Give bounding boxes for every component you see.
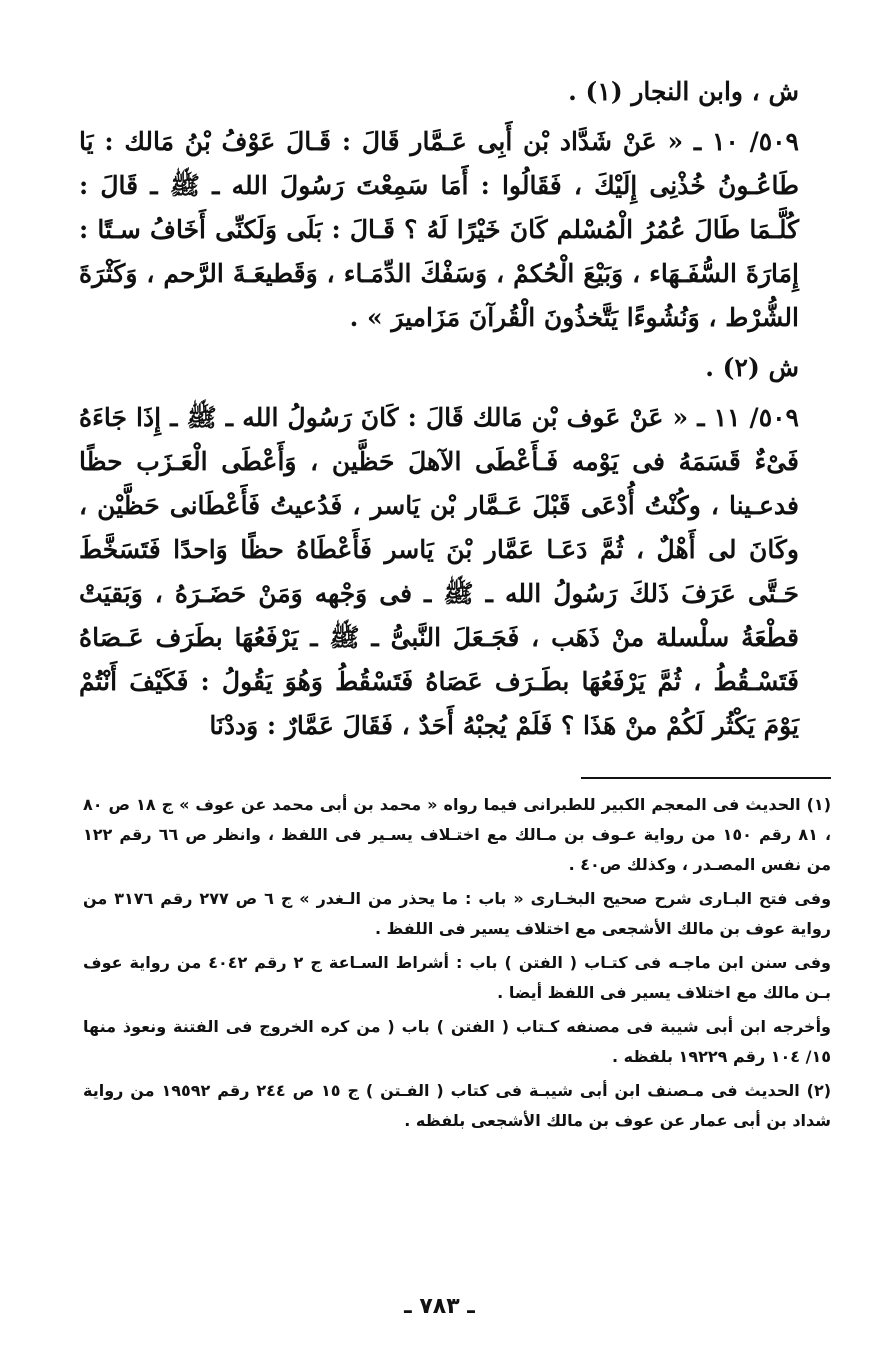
footnote-2: (٢) الحديث فى مـصنف ابن أبى شيبـة فى كتاب ( الفـتن ) ج ١٥ ص ٢٤٤ رقم ١٩٥٩٢ من رواية شداد بن أبى عمار عن عوف بن مالك الأشجعى بلفظه . <box>83 1081 832 1130</box>
page-number: ـ ٧٨٣ ـ <box>404 1294 475 1319</box>
footnote-1-ibn-majah: وفى سنن ابن ماجـه فى كتـاب ( الفتن ) باب : أشراط السـاعة ج ٢ رقم ٤٠٤٢ من رواية عوف بـن مالك مع اختلاف يسير فى اللفظ أيضا . <box>83 953 831 1002</box>
main-text-block <box>79 70 799 754</box>
continuation-line: ش ، وابن النجار (١) . <box>568 77 799 106</box>
hadith-paragraph-10: ٥٠٩/ ١٠ ـ « عَنْ شَدَّاد بْن أَبِى عَـمَّار قَالَ : قَـالَ عَوْفُ بْنُ مَالك : يَا طَاعُـونُ خُذْنِى إِلَيْكَ ، فَقَالُوا : أَمَا سَمِعْتَ رَسُولَ الله ـ ﷺ ـ قَالَ : كُلَّـمَا طَالَ عُمُرُ الْمُسْلم كَانَ خَيْرًا لَهُ ؟ قَـالَ : بَلَى وَلَكنِّى أَخَافُ سـتًا : إِمَارَةَ السُّفَـهَاء ، وَبَيْعَ الْحُكمْ ، وَسَفْكَ الدِّمَـاء ، وَقَطيعَـةَ الرَّحم ، وَكَثْرَةَ الشُّرْط ، وَنُشُوءًا يَتَّخذُونَ الْقُرآنَ مَزَاميرَ » . <box>79 127 799 332</box>
footnote-1-ibn-abi-shaybah: وأخرجه ابن أبى شيبة فى مصنفه كـتاب ( الفتن ) باب ( من كره الخروج فى الفتنة ونعوذ منها ١٥/ ١٠٤ رقم ١٩٢٢٩ بلفظه . <box>83 1017 831 1066</box>
footnote-1-fath-albari: وفى فتح البـارى شرح صحيح البخـارى « باب : ما يحذر من الـغدر » ج ٦ ص ٢٧٧ رقم ٣١٧٦ من رواية عوف بن مالك الأشجعى مع اختلاف يسير فى اللفظ . <box>83 889 832 938</box>
hadith-paragraph-11: ٥٠٩/ ١١ ـ « عَنْ عَوف بْن مَالك قَالَ : كَانَ رَسُولُ الله ـ ﷺ ـ إِذَا جَاءَهُ فَىْءٌ قَسَمَهُ فى يَوْمه فَـأَعْطَى الآهلَ حَظَّين ، وَأَعْطَى الْعَـزَب حظًا فدعـينا ، وكُنْتُ أُدْعَى قَبْلَ عَـمَّار بْن يَاسر ، فَدُعيتُ فَأَعْطَانى حَظَّيْن ، وكَانَ لى أَهْلٌ ، ثُمَّ دَعَـا عَمَّار بْنَ يَاسر فَأَعْطَاهُ حظًا وَاحدًا فَتَسَخَّطَ حَـتَّى عَرَفَ ذَلكَ رَسُولُ الله ـ ﷺ ـ فى وَجْهه وَمَنْ حَضَـرَهُ ، وَبَقيَتْ قطْعَةُ سلْسلة منْ ذَهَب ، فَجَـعَلَ النَّبىُّ ـ ﷺ ـ يَرْفَعُهَا بطَرَف عَـصَاهُ فَتَسْـقُطُ ، ثُمَّ يَرْفَعُهَا بطَـرَف عَصَاهُ فَتَسْقُطُ وَهُوَ يَقُولُ : فَكَيْفَ أَنْتُمْ يَوْمَ يَكْثُر لَكُمْ منْ هَذَا ؟ فَلَمْ يُجبْهُ أَحَدٌ ، فَقَالَ عَمَّارٌ : وَددْنَا <box>79 403 799 740</box>
footnote-1: (١) الحديث فى المعجم الكبير للطبرانى فيما رواه « محمد بن أبى محمد عن عوف » ج ١٨ ص ٨٠ ، ٨١ رقم ١٥٠ من رواية عـوف بن مـالك مع اختـلاف يسـير فى اللفظ ، وانظر ص ٦٦ رقم ١٢٢ من نفس المصـدر ، وكذلك ص٤٠ . <box>83 795 832 874</box>
footnote-divider <box>581 777 831 779</box>
footnotes-block <box>83 790 831 1140</box>
source-line: ش (٢) . <box>705 353 799 382</box>
